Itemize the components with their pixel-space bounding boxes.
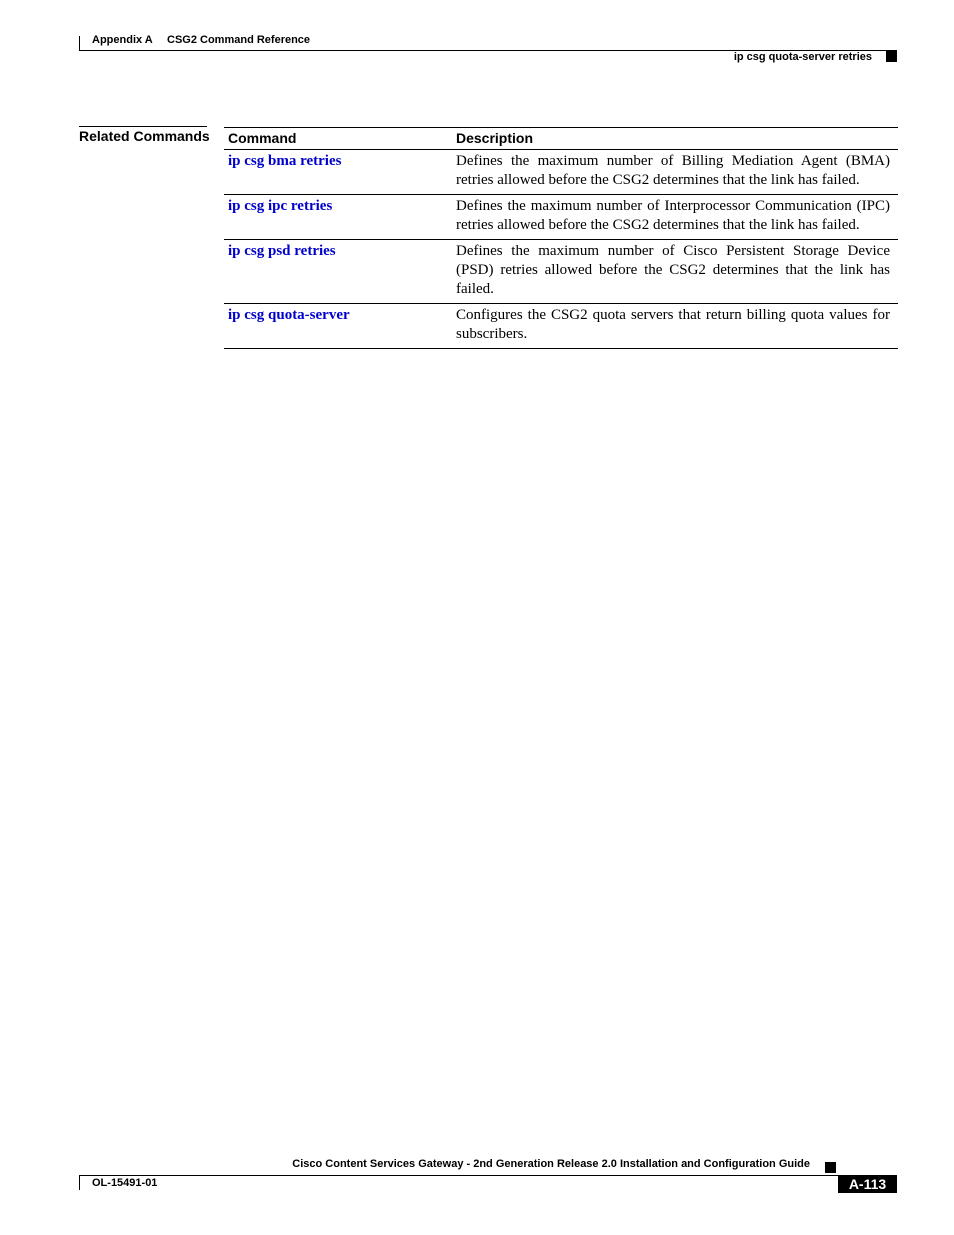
related-commands-table [224,127,898,349]
side-label-rule [79,126,207,127]
command-link-psd-retries[interactable]: ip csg psd retries [228,243,336,259]
command-cell [224,240,452,304]
header-section: ip csg quota-server retries [733,51,872,63]
description-cell: Defines the maximum number of Interprocessor Communication (IPC) retries allowed before the CSG2 determines that the link has failed. [452,195,898,240]
header-marker-block [886,51,897,62]
table-row [224,195,898,240]
command-link-bma-retries[interactable]: ip csg bma retries [228,153,342,169]
header-chapter: CSG2 Command Reference [167,34,311,46]
description-cell: Defines the maximum number of Billing Mediation Agent (BMA) retries allowed before the CSG2 determines that the link has failed. [452,150,898,195]
column-header-description: Description [452,128,898,150]
related-commands-label: Related Commands [79,128,210,144]
footer-marker-block [825,1162,836,1173]
column-header-command: Command [224,128,452,150]
description-cell: Configures the CSG2 quota servers that return billing quota values for subscribers. [452,304,898,349]
footer-guide-title: Cisco Content Services Gateway - 2nd Generation Release 2.0 Installation and Configuration Guide [292,1158,810,1170]
command-link-ipc-retries[interactable]: ip csg ipc retries [228,198,333,214]
description-cell: Defines the maximum number of Cisco Persistent Storage Device (PSD) retries allowed before the CSG2 determines that the link has failed. [452,240,898,304]
table-row [224,150,898,195]
table-header-row [224,128,898,150]
table-row [224,304,898,349]
command-cell [224,150,452,195]
table-row [224,240,898,304]
header-left-rule [79,36,80,51]
footer-rule [79,1175,897,1176]
header-appendix: Appendix A [92,34,153,46]
footer-doc-number: OL-15491-01 [92,1177,158,1189]
command-link-quota-server[interactable]: ip csg quota-server [228,307,350,323]
command-cell [224,304,452,349]
footer-page-number: A-113 [838,1175,897,1193]
footer-left-rule [79,1175,80,1190]
command-cell [224,195,452,240]
